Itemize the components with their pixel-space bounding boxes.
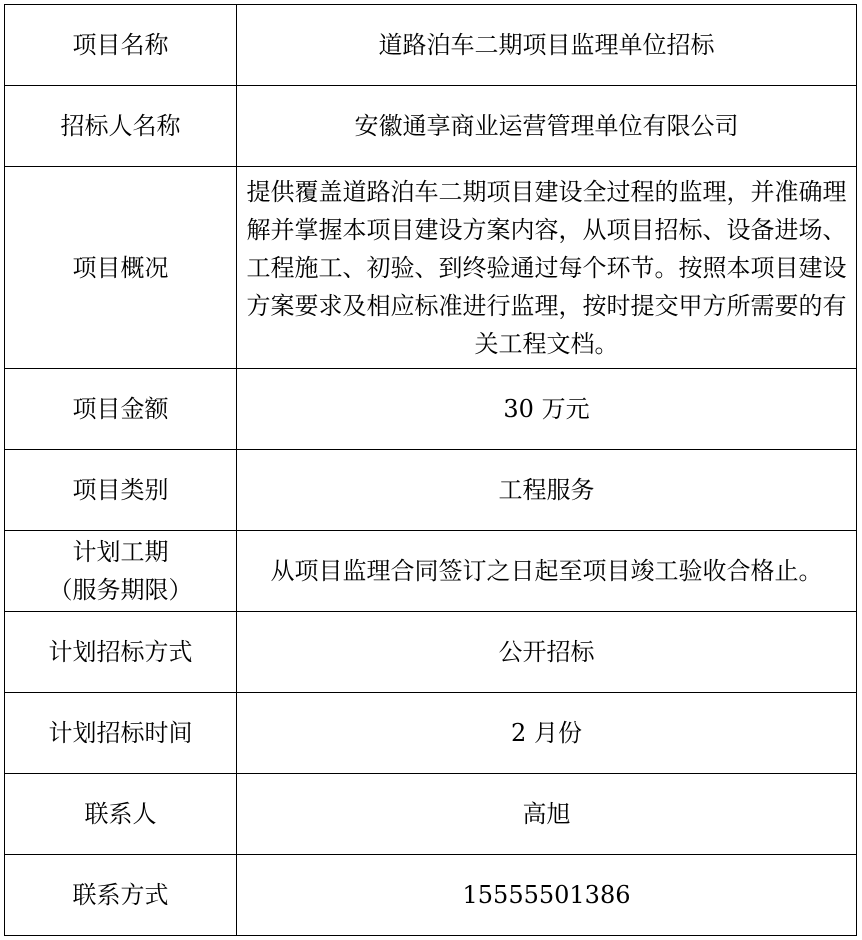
row-label (5, 531, 237, 612)
row-label: 计划招标时间 (5, 693, 237, 774)
row-value: 道路泊车二期项目监理单位招标 (237, 5, 857, 86)
row-label: 招标人名称 (5, 86, 237, 167)
table-row-project-name (5, 5, 857, 86)
project-info-table (4, 4, 857, 936)
table-row-category (5, 450, 857, 531)
table-row-contact-info (5, 855, 857, 936)
row-value: 15555501386 (237, 855, 857, 936)
row-label: 联系方式 (5, 855, 237, 936)
row-value: 30 万元 (237, 369, 857, 450)
table-row-contact-person (5, 774, 857, 855)
table-row-tenderer (5, 86, 857, 167)
row-value: 从项目监理合同签订之日起至项目竣工验收合格止。 (237, 531, 857, 612)
row-label: 项目金额 (5, 369, 237, 450)
table-row-overview (5, 167, 857, 369)
row-label: 项目概况 (5, 167, 237, 369)
row-label: 计划招标方式 (5, 612, 237, 693)
row-label: 项目名称 (5, 5, 237, 86)
table-row-tender-method (5, 612, 857, 693)
row-value: 工程服务 (237, 450, 857, 531)
row-value: 提供覆盖道路泊车二期项目建设全过程的监理，并准确理解并掌握本项目建设方案内容，从项目招标、设备进场、工程施工、初验、到终验通过每个环节。按照本项目建设方案要求及相应标准进行监理，按时提交甲方所需要的有关工程文档。 (237, 167, 857, 369)
table-row-tender-time (5, 693, 857, 774)
table-row-amount (5, 369, 857, 450)
row-label: 项目类别 (5, 450, 237, 531)
row-value: 2 月份 (237, 693, 857, 774)
row-label-line1: 计划工期 (72, 538, 169, 566)
row-value: 高旭 (237, 774, 857, 855)
row-value: 安徽通享商业运营管理单位有限公司 (237, 86, 857, 167)
row-label-line2: （服务期限） (48, 576, 193, 604)
row-label: 联系人 (5, 774, 237, 855)
table-row-schedule (5, 531, 857, 612)
row-value: 公开招标 (237, 612, 857, 693)
